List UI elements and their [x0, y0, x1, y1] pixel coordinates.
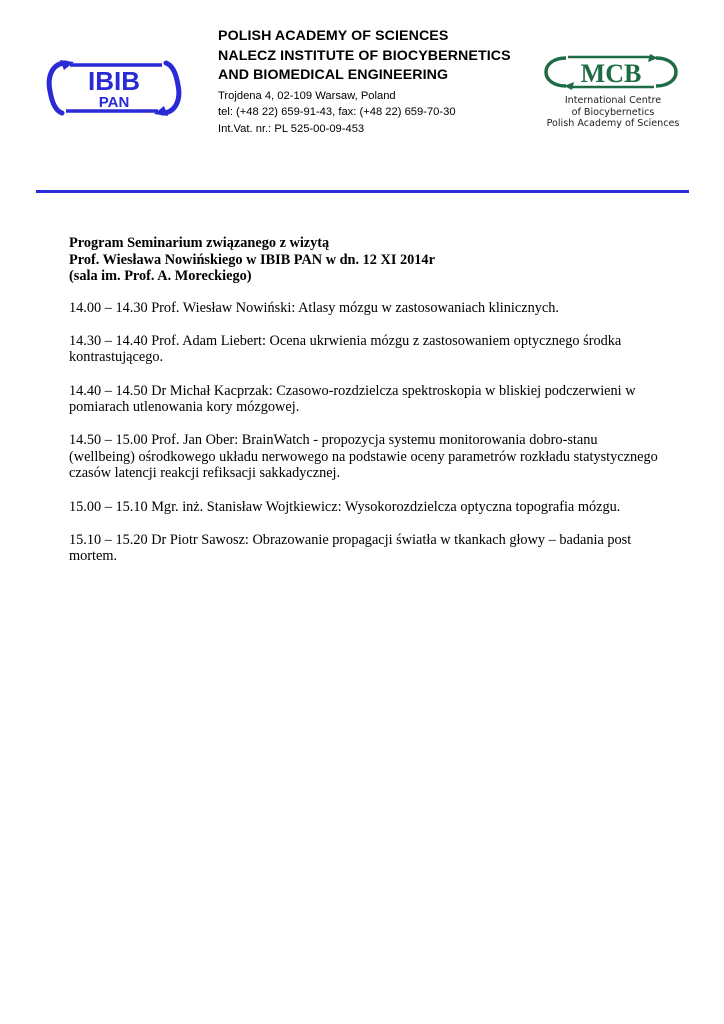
- program-title-line: Prof. Wiesława Nowińskiego w IBIB PAN w dn. 12 XI 2014r: [69, 251, 435, 268]
- program-item: 15.10 – 15.20 Dr Piotr Sawosz: Obrazowanie propagacji światła w tkankach głowy – badania post mortem.: [69, 531, 632, 565]
- program-item: 14.30 – 14.40 Prof. Adam Liebert: Ocena ukrwienia mózgu z zastosowaniem optycznego środka kontrastującego.: [69, 332, 622, 366]
- mcb-logo-text: MCB: [580, 59, 642, 88]
- institution-block: [218, 27, 518, 137]
- vat-number: Int.Vat. nr.: PL 525-00-09-453: [218, 122, 365, 135]
- header-divider: [36, 190, 689, 193]
- institution-name-line: NALECZ INSTITUTE OF BIOCYBERNETICS: [218, 47, 511, 64]
- program-item: 14.50 – 15.00 Prof. Jan Ober: BrainWatch - propozycja systemu monitorowania dobro-stanu (wellbeing) ośrodkowego układu nerwowego na podstawie oceny parametrów rozkładu statystycznego czasów latencji reakcji refiksacji sakkadycznej.: [69, 432, 658, 482]
- ibib-pan-logo: [44, 55, 184, 121]
- letterhead: [0, 0, 724, 195]
- ibib-logo-text: IBIB: [88, 66, 140, 96]
- mcb-caption-line: International Centre: [564, 95, 662, 106]
- seminar-program: [69, 235, 659, 581]
- mcb-logo: [538, 52, 688, 144]
- program-title-line: (sala im. Prof. A. Moreckiego): [69, 268, 252, 285]
- pan-logo-text: PAN: [98, 94, 130, 111]
- mcb-caption: [538, 95, 688, 130]
- program-item: 15.00 – 15.10 Mgr. inż. Stanisław Wojtkiewicz: Wysokorozdzielcza optyczna topografia mózgu.: [69, 498, 621, 515]
- institution-name-line: POLISH ACADEMY OF SCIENCES: [218, 28, 449, 44]
- phone-fax: tel: (+48 22) 659-91-43, fax: (+48 22) 659-70-30: [218, 106, 456, 118]
- contact-info: [218, 88, 518, 138]
- ibib-logo-graphic: [44, 55, 184, 121]
- program-item: 14.40 – 14.50 Dr Michał Kacprzak: Czasowo-rozdzielcza spektroskopia w bliskiej podczerwieni w pomiarach utlenowania kory mózgowej.: [69, 382, 636, 416]
- mcb-caption-line: Polish Academy of Sciences: [546, 118, 680, 130]
- address: Trojdena 4, 02-109 Warsaw, Poland: [218, 89, 396, 102]
- mcb-logo-graphic: [538, 52, 688, 92]
- institution-name-line: AND BIOMEDICAL ENGINEERING: [218, 67, 449, 83]
- program-title: [69, 235, 659, 285]
- mcb-caption-line: of Biocybernetics: [571, 106, 655, 118]
- program-item: 14.00 – 14.30 Prof. Wiesław Nowiński: Atlasy mózgu w zastosowaniach klinicznych.: [69, 299, 559, 316]
- program-title-line: Program Seminarium związanego z wizytą: [69, 235, 330, 251]
